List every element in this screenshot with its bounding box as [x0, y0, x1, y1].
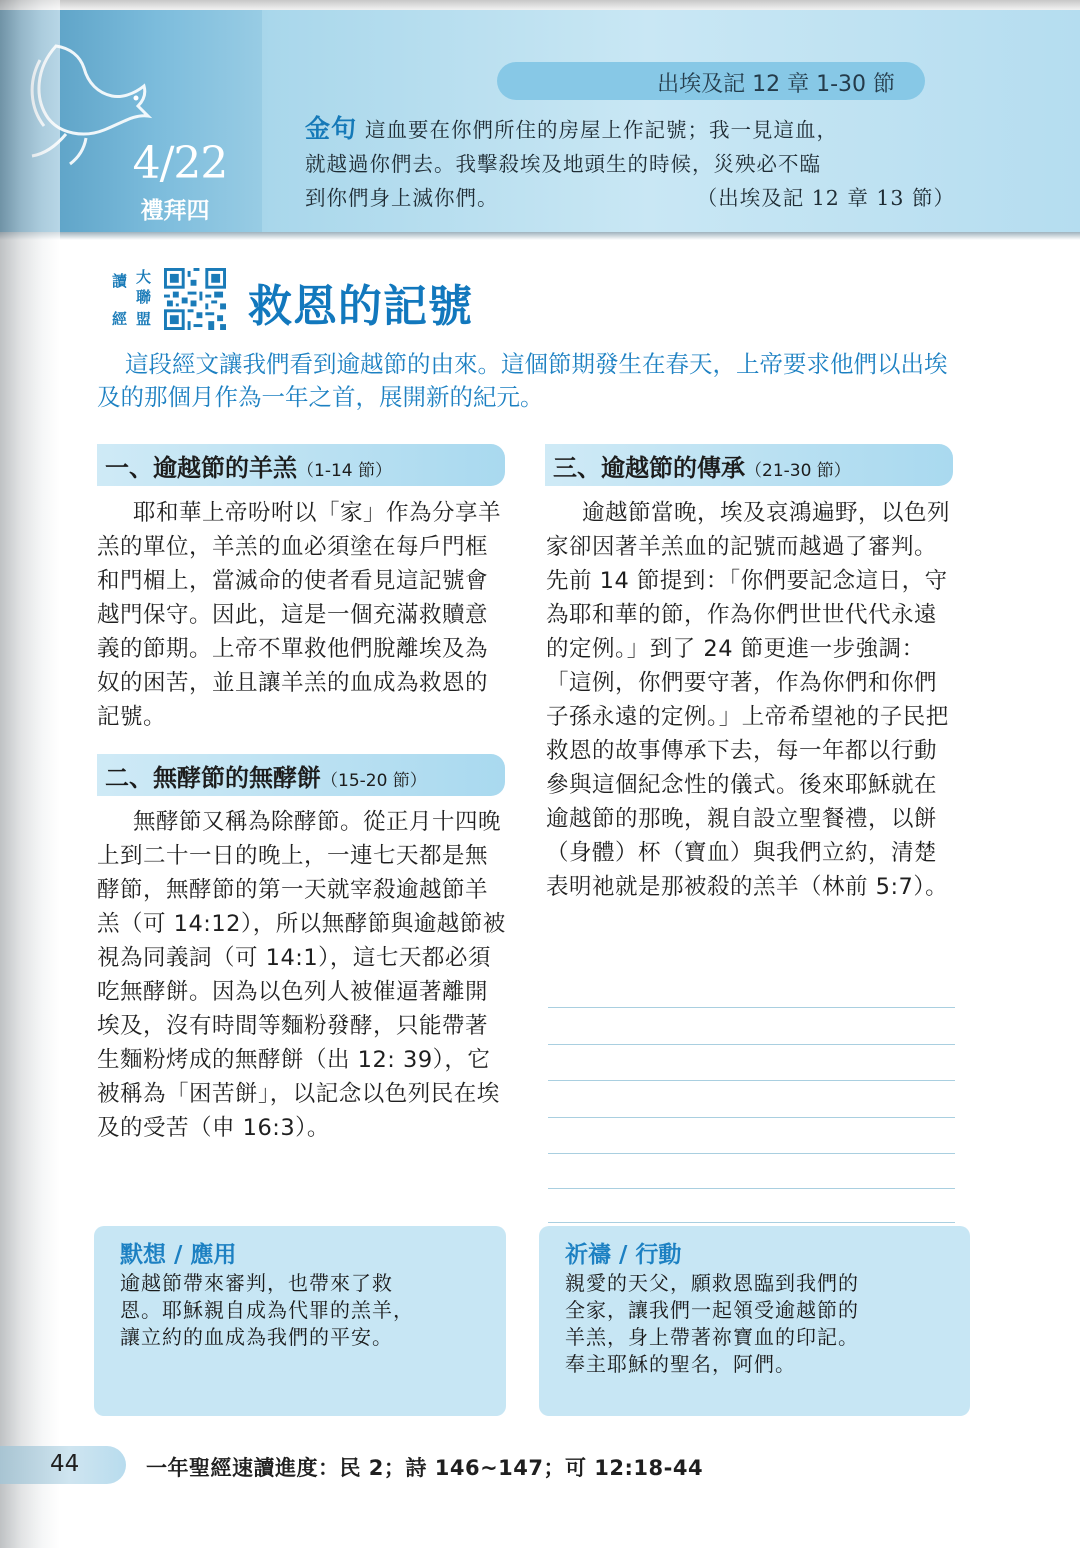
prayer-line-2: 全家，讓我們一起領受逾越節的 — [565, 1298, 859, 1322]
reading-progress: 一年聖經速讀進度：民 2；詩 146~147；可 12:18-44 — [146, 1456, 704, 1480]
scripture-range: 出埃及記 12 章 1-30 節 — [657, 72, 895, 97]
qr-label-2: 大 — [136, 268, 152, 286]
key-verse — [305, 112, 955, 215]
section-2-heading — [97, 754, 505, 796]
section-3-title: 三、逾越節的傳承 — [553, 454, 745, 482]
key-verse-label: 金句 — [305, 114, 358, 143]
qr-code-icon[interactable] — [164, 268, 226, 330]
section-3-range: （21-30 節） — [745, 461, 851, 481]
qr-label-4: 經 — [112, 310, 128, 328]
scripture-range-pill — [497, 62, 925, 100]
section-3-body — [546, 496, 956, 904]
section-3-paragraph: 逾越節當晚，埃及哀鴻遍野，以色列家卻因著羊羔血的記號而越過了審判。先前 14 節提到：「你們要記念這日，守為耶和華的節，作為你們世世代代永遠的定例。」到了 24 節更進一步強調：「這例，你們要守著，作為你們和你們子孫永遠的定例。」上帝希望祂的子民把救恩的故事傳承下去，每一年都以行動參與這個紀念性的儀式。後來耶穌就在逾越節的那晚，親自設立聖餐禮，以餅（身體）杯（寶血）與我們立約，清楚表明祂就是那被殺的羔羊（林前 5:7）。 — [546, 500, 951, 900]
prayer-box — [539, 1226, 970, 1416]
page-number: 44 — [50, 1451, 80, 1477]
prayer-line-1: 親愛的天父，願救恩臨到我們的 — [565, 1271, 859, 1295]
date-label: 4/22 — [132, 138, 228, 189]
prayer-title: 祈禱 / 行動 — [565, 1242, 682, 1268]
section-1-title: 一、逾越節的羊羔 — [105, 454, 297, 482]
section-3-heading — [545, 444, 953, 486]
section-1-body — [97, 496, 507, 734]
section-1-heading — [97, 444, 505, 486]
section-2-paragraph: 無酵節又稱為除酵節。從正月十四晚上到二十一日的晚上，一連七天都是無酵節，無酵節的第一天就宰殺逾越節羊羔（可 14:12），所以無酵節與逾越節被視為同義詞（可 14:1），這七天都必須吃無酵餅。因為以色列人被催逼著離開埃及，沒有時間等麵粉發酵，只能帶著生麵粉烤成的無酵餅（出 12: 39），它被稱為「困苦餅」，以記念以色列民在埃及的受苦（申 16:3）。 — [97, 809, 506, 1141]
key-verse-text-3: 到你們身上滅你們。 — [305, 186, 499, 210]
note-line — [548, 1007, 955, 1008]
section-2-range: （15-20 節） — [321, 771, 427, 791]
note-line — [548, 1188, 955, 1189]
key-verse-text-1: 這血要在你們所住的房屋上作記號；我一見這血， — [365, 118, 839, 142]
key-verse-line-3 — [305, 181, 955, 215]
key-verse-line-2: 就越過你們去。我擊殺埃及地頭生的時候，災殃必不臨 — [305, 152, 821, 176]
section-2-title: 二、無酵節的無酵餅 — [105, 764, 321, 792]
intro-paragraph: 這段經文讓我們看到逾越節的由來。這個節期發生在春天，上帝要求他們以出埃及的那個月作為一年之首，展開新的紀元。 — [97, 350, 948, 411]
key-verse-reference: （出埃及記 12 章 13 節） — [696, 186, 955, 210]
qr-block — [112, 266, 232, 334]
page-spine-shadow — [0, 0, 60, 1548]
reflection-line-2: 恩。耶穌親自成為代罪的羔羊， — [120, 1298, 414, 1322]
note-line — [548, 1117, 955, 1118]
note-line — [548, 1080, 955, 1081]
reflection-text — [120, 1270, 414, 1351]
section-2-heading-text — [105, 758, 427, 793]
reflection-line-3: 讓立約的血成為我們的平安。 — [120, 1325, 393, 1349]
weekday-label: 禮拜四 — [140, 198, 210, 224]
note-line — [548, 1044, 955, 1045]
reflection-box — [94, 1226, 506, 1416]
prayer-line-4: 奉主耶穌的聖名，阿們。 — [565, 1352, 796, 1376]
prayer-text — [565, 1270, 859, 1378]
reflection-title: 默想 / 應用 — [120, 1242, 237, 1268]
section-1-heading-text — [105, 448, 392, 483]
reflection-line-1: 逾越節帶來審判，也帶來了救 — [120, 1271, 393, 1295]
key-verse-line-1 — [305, 112, 955, 147]
page-top-edge — [0, 0, 1080, 10]
qr-label-3: 聯 — [136, 288, 152, 306]
note-line — [548, 1153, 955, 1154]
section-1-range: （1-14 節） — [297, 461, 392, 481]
note-line — [548, 1222, 955, 1223]
section-3-heading-text — [553, 448, 851, 483]
page-number-pill — [0, 1446, 126, 1484]
section-2-body — [97, 805, 507, 1145]
page-title: 救恩的記號 — [248, 281, 473, 332]
header-shadow — [0, 232, 1080, 240]
prayer-line-3: 羊羔，身上帶著祢寶血的印記。 — [565, 1325, 859, 1349]
qr-label-1: 讀 — [112, 272, 128, 290]
qr-label-5: 盟 — [136, 310, 152, 328]
section-1-paragraph: 耶和華上帝吩咐以「家」作為分享羊羔的單位，羊羔的血必須塗在每戶門框和門楣上，當滅命的使者看見這記號會越門保守。因此，這是一個充滿救贖意義的節期。上帝不單救他們脫離埃及為奴的困苦，並且讓羊羔的血成為救恩的記號。 — [97, 500, 502, 730]
